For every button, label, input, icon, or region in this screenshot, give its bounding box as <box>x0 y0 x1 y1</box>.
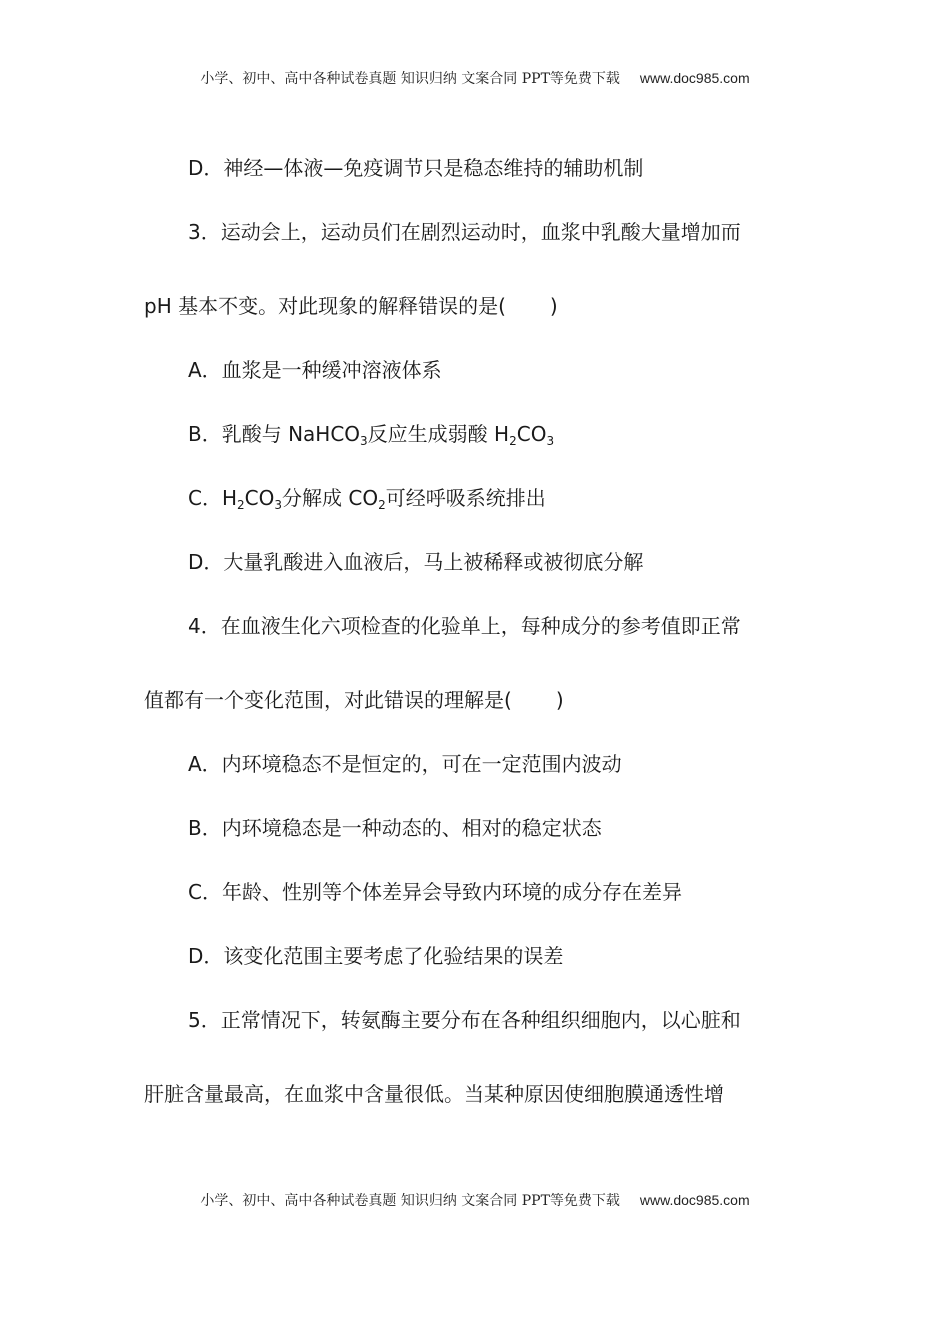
q5-stem-line-2: 肝脏含量最高，在血浆中含量很低。当某种原因使细胞膜通透性增 <box>144 1082 724 1106</box>
q3-option-c-suffix: 可经呼吸系统排出 <box>385 486 546 510</box>
q4-option-b: B．内环境稳态是一种动态的、相对的稳定状态 <box>188 816 602 840</box>
footer-banner-site[interactable]: www.doc985.com <box>639 1192 750 1208</box>
footer-banner <box>0 1190 950 1210</box>
q3-stem-line-1: 3．运动会上，运动员们在剧烈运动时，血浆中乳酸大量增加而 <box>188 220 741 244</box>
q3-option-b-prefix: B．乳酸与 NaHCO <box>188 422 361 446</box>
q3-option-c-mid-2: 分解成 CO <box>282 486 379 510</box>
q4-stem-line-1: 4．在血液生化六项检查的化验单上，每种成分的参考值即正常 <box>188 614 741 638</box>
q3-option-b-sub-3: 3 <box>546 434 555 448</box>
q3-option-c-mid: CO <box>244 486 275 510</box>
q4-stem-line-2 <box>144 686 564 714</box>
q4-option-d: D．该变化范围主要考虑了化验结果的误差 <box>188 944 564 968</box>
header-banner-text: 小学、初中、高中各种试卷真题 知识归纳 文案合同 PPT等免费下载 <box>200 71 620 87</box>
q3-option-b-mid: 反应生成弱酸 H <box>367 422 510 446</box>
q3-option-c-sub-3: 2 <box>378 498 386 512</box>
footer-banner-text: 小学、初中、高中各种试卷真题 知识归纳 文案合同 PPT等免费下载 <box>200 1193 620 1209</box>
q3-option-b <box>188 420 554 448</box>
header-banner <box>0 68 950 88</box>
q3-option-d: D．大量乳酸进入血液后，马上被稀释或被彻底分解 <box>188 550 644 574</box>
header-banner-site[interactable]: www.doc985.com <box>639 70 750 86</box>
q3-option-b-mid-2: CO <box>516 422 547 446</box>
q3-stem-line-2 <box>144 292 558 320</box>
q4-option-a: A．内环境稳态不是恒定的，可在一定范围内波动 <box>188 752 622 776</box>
q3-option-c-sub-1: 2 <box>237 498 245 512</box>
q4-stem-close-paren: ) <box>555 688 564 712</box>
q3-stem-close-paren: ) <box>549 294 558 318</box>
q3-option-c-sub-2: 3 <box>274 498 283 512</box>
q3-option-a: A．血浆是一种缓冲溶液体系 <box>188 358 442 382</box>
q3-stem-text: pH 基本不变。对此现象的解释错误的是( <box>144 294 506 318</box>
q3-option-b-sub-2: 2 <box>509 434 517 448</box>
q3-option-c-prefix: C．H <box>188 486 238 510</box>
q4-option-c: C．年龄、性别等个体差异会导致内环境的成分存在差异 <box>188 880 682 904</box>
q5-stem-line-1: 5．正常情况下，转氨酶主要分布在各种组织细胞内，以心脏和 <box>188 1008 741 1032</box>
q4-stem-text: 值都有一个变化范围，对此错误的理解是( <box>144 688 512 712</box>
q3-option-b-sub-1: 3 <box>360 434 368 448</box>
q2-option-d: D．神经—体液—免疫调节只是稳态维持的辅助机制 <box>188 156 644 180</box>
q3-option-c <box>188 484 546 512</box>
